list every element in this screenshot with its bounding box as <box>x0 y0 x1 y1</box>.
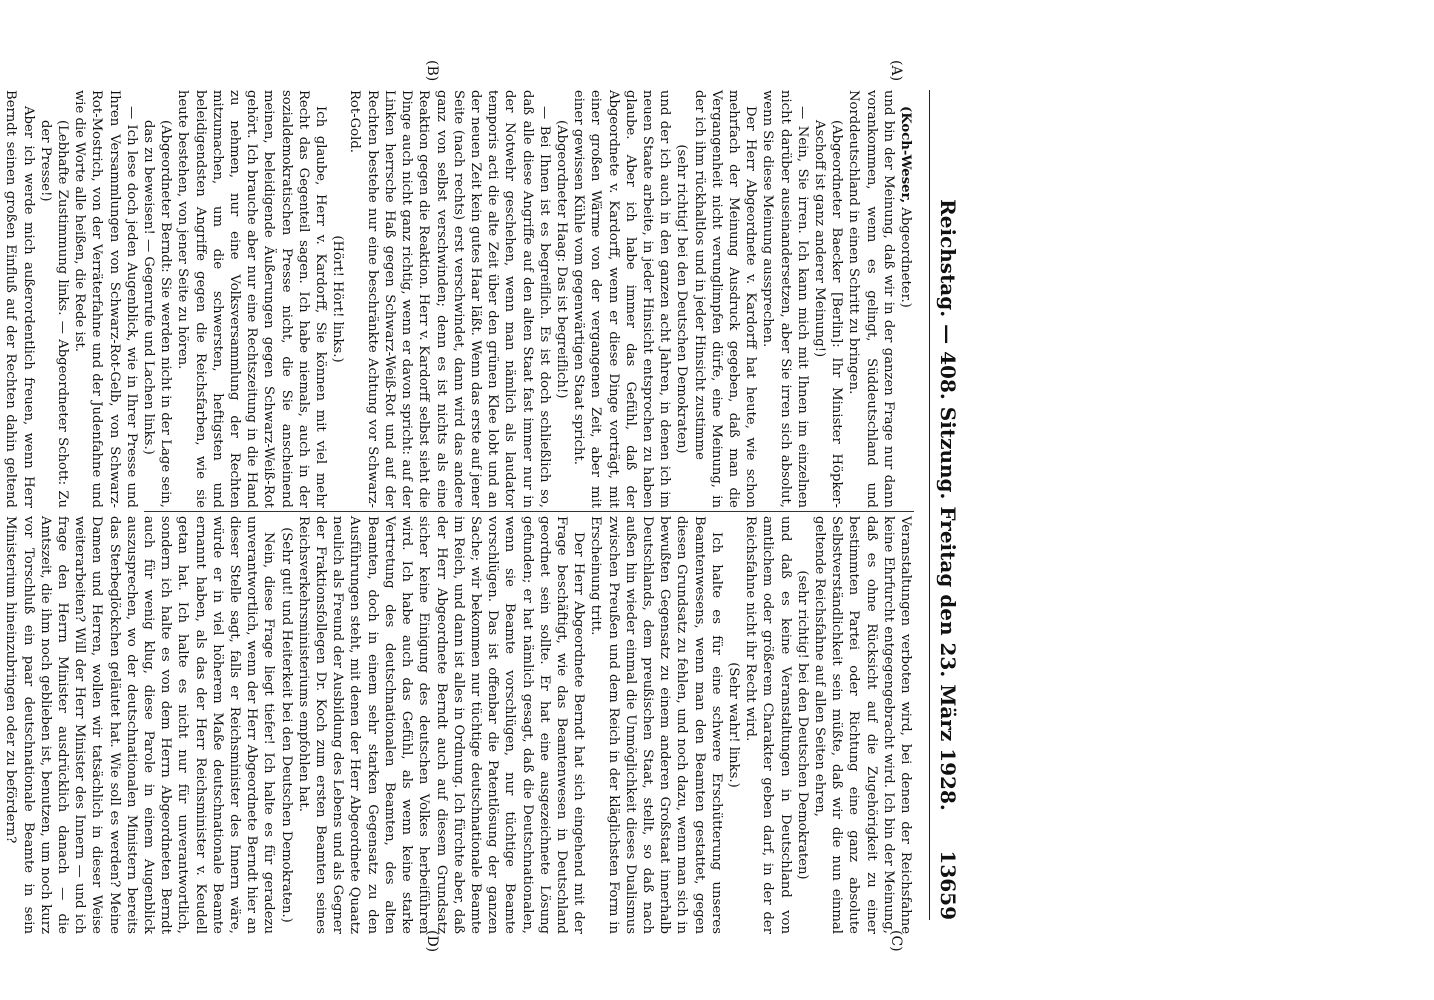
paragraph-text: Ich halte es für eine schwere Erschütterung unseres Beamtenwesens, wenn man den Beamten gestattet, gegen diesen Grundsatz zu fehlen, und noch dazu, wenn man sich in bewußten Gegensatz zu einem anderen Großstaat innerhalb Deutschlands, dem preußischen Staat, stellt, so daß nach außen hin wieder einmal die Unmöglichkeit dieses Dualismus zwischen Preußen und dem Reich in der kläglichsten Form in Erscheinung tritt. <box>588 516 724 934</box>
paragraph-text: und daß es keine Veranstaltungen in Deutschland von amtlichem oder größerem Charakter geben darf, in der der Reichsfahne nicht ihr Recht wird. <box>743 516 793 934</box>
paragraph <box>690 90 759 508</box>
paragraph <box>2 516 277 934</box>
paragraph <box>71 90 140 508</box>
paragraph-text: Der Herr Abgeordnete v. Kardorff hat heute, wie schon mehrfach der Meinung Ausdruck gegeben, daß man die Vergangenheit nicht verunglimpfen dürfe, eine Meinung, in der ich ihm rückhaltlos und in jeder Hinsicht zustimme <box>691 90 759 508</box>
paragraph-text <box>0 546 1 934</box>
paragraph-text: und bin der Meinung, daß wir in der ganzen Frage nur dann vorankommen, wenn es gelingt, Süddeutschland und Norddeutschland in einen Schritt zu bringen. <box>846 90 896 508</box>
paragraph-text: (Abgeordneter Baecker [Berlin]: Ihr Minister Höpker-Aschoff ist ganz anderer Meinung!) <box>811 120 845 508</box>
paragraph <box>0 90 37 508</box>
paragraph-text: (Sehr wahr! links.) <box>725 662 741 788</box>
paragraph <box>346 90 552 508</box>
margin-mark-b: (B) <box>424 60 440 82</box>
paragraph <box>174 90 329 508</box>
paragraph-text: (sehr richtig! bei den Deutschen Demokraten) <box>674 144 690 454</box>
paragraph <box>553 90 570 508</box>
paragraph-text: (Hört! Hört! links.) <box>330 235 346 363</box>
paragraph-text: Ich glaube, Herr v. Kardorff, Sie können mit viel mehr Recht das Gegenteil sagen. Ich habe niemals, auch in der sozialdemokratischen Presse nicht, die Sie anscheinend meinen, beleidigende Äußerungen gegen Schwarz-Weiß-Rot gehört. Ich brauche aber nur eine Rechtszeitung in die Hand zu nehmen, nur eine Volksversammlung der Rechten mitzumachen, um die schwersten, heftigsten und beleidigendsten Angriffe gegen die Reichsfarben, wie sie heute bestehen, von jener Seite zu hören. <box>175 90 329 508</box>
paragraph <box>295 516 587 934</box>
paragraph-text: Aber ich werde mich außerordentlich freuen, wenn Herr Berndt seinen großen Einfluß auf der Rechten dahin geltend <box>3 90 36 508</box>
right-column <box>3 516 914 934</box>
paragraph-text: (sehr richtig! bei den Deutschen Demokraten) <box>794 570 810 880</box>
paragraph-text: und der ich auch in den ganzen acht Jahren, in denen ich im neuen Staate arbeite, in jeder Hinsicht entsprochen zu haben glaube. Aber ich habe immer das Gefühl, daß der Abgeordnete v. Kardorff, wenn er diese Dinge vorträgt, mit einer großen Wärme von der vergangenen Zeit, aber mit einer gewissen Kühle vom gegenwärtigen Staat spricht. <box>571 90 673 508</box>
paragraph-text: (Sehr gut! und Heiterkeit bei den Deutschen Demokraten.) <box>278 527 294 923</box>
paragraph <box>742 516 794 934</box>
paragraph <box>0 516 2 934</box>
column-divider <box>144 511 914 512</box>
page-title: Reichstag. — 408. Sitzung. Freitag den 23. März 1928. <box>936 199 960 811</box>
paragraph-text: — Ich lese doch jeden Augenblick, wie in Ihrer Presse und Ihren Versammlungen von Schwarz-Rot-Gelb, von Schwarz-Rot-Mostrich, von der Verräterfahne und der Judenfahne und wie die Worte alle heißen, die Rede ist. <box>72 90 139 508</box>
page-header <box>929 90 960 920</box>
paragraph-text: (Abgeordneter Haag: Das ist begreiflich!) <box>553 120 569 399</box>
paragraph <box>897 90 914 508</box>
paragraph <box>759 90 811 508</box>
left-column <box>3 90 914 508</box>
paragraph <box>329 90 346 508</box>
paragraph-text: Veranstaltungen verboten wird, bei denen der Reichsfahne keine Ehrfurcht entgegengebracht wird. Ich bin der Meinung, daß es ohne Rücksicht auf die Zugehörigkeit zu einer bestimmten Partei oder Richtung eine ganz absolute Selbstverständlichkeit sein müßte, daß wir die nun einmal geltende Reichsfahne auf allen Seiten ehren, <box>811 516 913 934</box>
paragraph-text: Der Herr Abgeordnete Berndt hat sich eingehend mit der Frage beschäftigt, wie das Beamtenwesen in Deutschland geordnet sein sollte. Er hat eine ausgezeichnete Lösung gefunden; er hat nämlich gesagt, daß die Deutschnationalen, wenn sie Beamte vorschlügen, nur tüchtige Beamte vorschlügen. Das ist offenbar die Patentlösung der ganzen Sache; wir bekommen nur tüchtige deutschnationale Beamte im Reich, und dann ist alles in Ordnung. Ich fürchte aber, daß der Herr Abgeordnete Berndt auch auf diesem Grundsatz sicher keine Einigung des deutschen Volkes herbeiführen wird. Ich habe auch das Gefühl, als wenn keine starke Vertretung des deutschnationalen Beamten, des alten Beamten, doch in einem sehr starken Gegensatz zu den Ausführungen steht, mit denen der Herr Abgeordnete Quaatz neulich als Freund der Ausbildung des Lebens und als Gegner der Fraktionsfollegen Dr. Koch zum ersten Beamten seines Reichsverkehrsministeriums empfohlen hat. <box>295 516 587 934</box>
paragraph <box>37 90 71 508</box>
paragraph-text: Nein, diese Frage liegt tiefer! Ich halte es für geradezu unverantwortlich, wenn der Herr Abgeordnete Berndt hier an dieser Stelle sagt, falls er Reichsminister des Innern wäre, würde er in viel höherem Maße deutschnationale Beamte ernannt haben, als das der Herr Reichsminister v. Keudell getan hat. Ich halte es nicht nur für unverantwortlich, sondern ich halte es von dem Herrn Abgeordneten Berndt auch für wenig klug, diese Parole in einem Augenblick auszusprechen, wo der deutschnationalen Ministern bereits das Sterbeglöckchen geläutet hat. Wie soll es werden? Meine Damen und Herren, wollen wir tatsächlich in dieser Weise weiterarbeiten? Will der Herr Minister des Innern — und ich frage den Herrn Minister ausdrücklich danach — die Amtszeit, die ihm noch geblieben ist, benutzen, um noch kurz vor Torschluß ein paar deutschnationale Beamte in sein Ministerium hineinzubringen oder zu befördern? <box>3 516 277 934</box>
paragraph <box>587 516 725 934</box>
margin-mark-a: (A) <box>888 60 904 82</box>
paragraph <box>725 516 742 934</box>
paragraph <box>570 90 673 508</box>
paragraph-text: (Lebhafte Zustimmung links. — Abgeordneter Schott: Zu der Presse!) <box>37 120 71 508</box>
paragraph <box>277 516 294 934</box>
paragraph-text: Abgeordneter.) <box>898 203 913 308</box>
page-number: 13659 <box>936 850 960 920</box>
paragraph <box>811 90 845 508</box>
margin-mark-d: (D) <box>424 930 440 953</box>
paragraph <box>794 516 811 934</box>
paragraph-text: (Abgeordneter Berndt: Sie werden nicht in der Lage sein, das zu beweisen! — Gegenrufe und Lachen links.) <box>141 120 174 508</box>
speaker-name: (Koch-Weser, <box>898 106 913 204</box>
paragraph <box>673 90 690 508</box>
paragraph <box>811 516 914 934</box>
margin-mark-c: (C) <box>888 930 904 952</box>
paragraph-text: — Bei Ihnen ist es begreiflich. Es ist doch schließlich so, daß alle diese Angriffe auf den alten Staat fast immer nur in der Notwehr geschehen, wenn man nämlich als laudator temporis acti die alte Zeit über den grünen Klee lobt und an der neuen Zeit kein gutes Haar läßt. Wenn das erste auf jener Seite (nach rechts) erst verschwindet, dann wird das andere ganz von selbst verschwinden; denn es ist nichts als eine Reaktion gegen die Reaktion. Herr v. Kardorff selbst sieht die Dinge auch nicht ganz richtig, wenn er davon spricht: auf der Linken herrsche Haß gegen Schwarz-Weiß-Rot und auf der Rechten bestehe nur eine beschränkte Achtung vor Schwarz-Rot-Gold. <box>347 90 552 508</box>
paragraph <box>140 90 174 508</box>
paragraph <box>845 90 897 508</box>
paragraph-text: — Nein, Sie irren. Ich kann mich mit Ihnen im einzelnen nicht darüber auseinandersetzen, aber Sie irren sich absolut, wenn Sie diese Meinung aussprechen. <box>760 90 810 508</box>
